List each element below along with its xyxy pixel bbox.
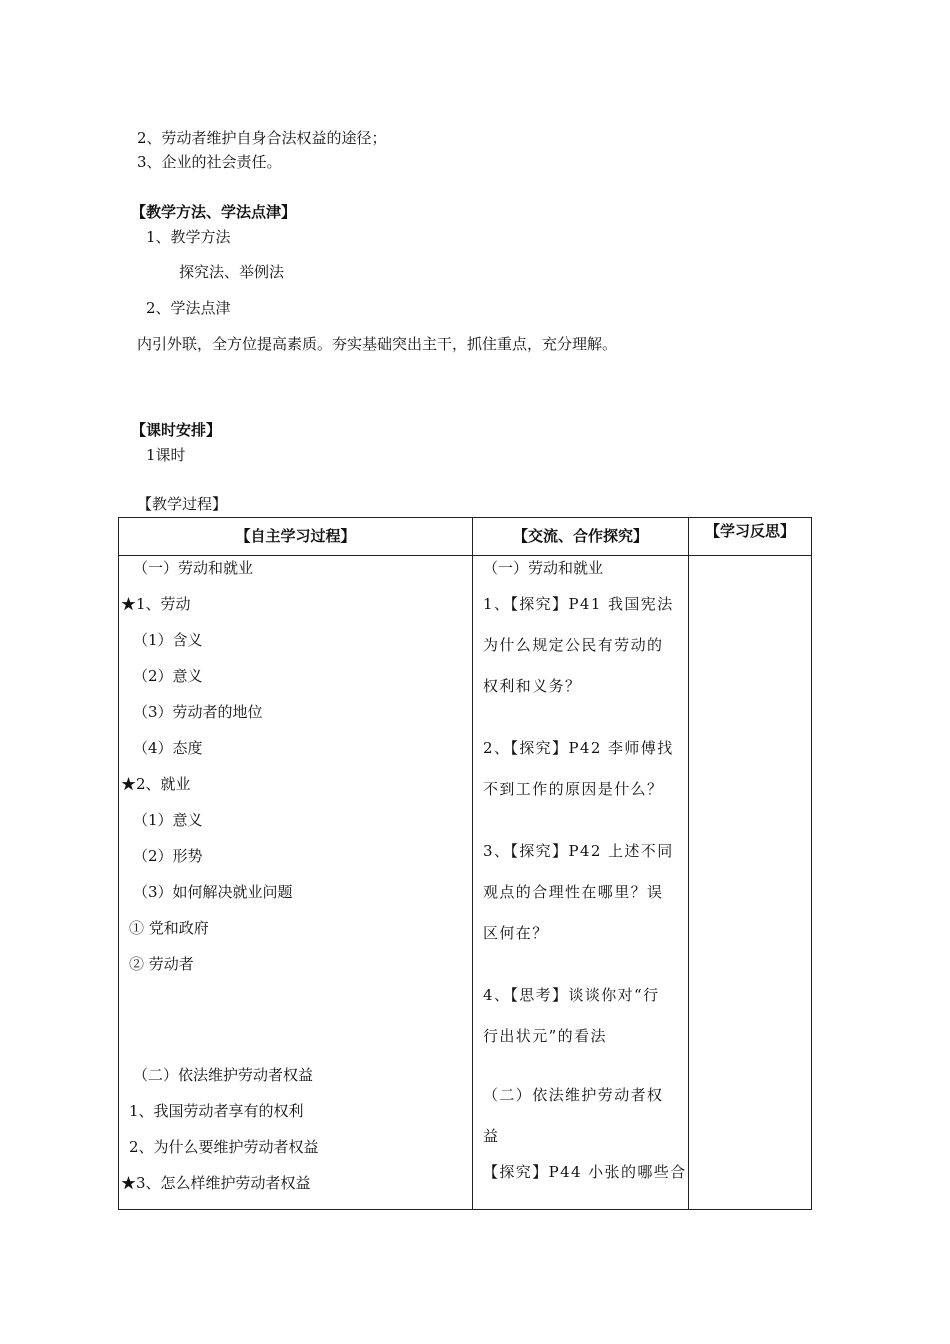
list-item: （1）意义 — [133, 811, 203, 829]
list-item: 益 — [483, 1127, 500, 1145]
list-item: 【探究】P44 小张的哪些合 — [483, 1163, 687, 1181]
list-item: （4）态度 — [133, 739, 203, 757]
list-item: （3）如何解决就业问题 — [133, 883, 293, 901]
list-item: 行出状元”的看法 — [483, 1027, 607, 1045]
process-table — [118, 517, 812, 1210]
method-heading: 【教学方法、学法点津】 — [131, 203, 297, 221]
list-item: （一）劳动和就业 — [133, 559, 254, 577]
intro-line-2: 3、企业的社会责任。 — [137, 153, 282, 171]
list-item: 1、【探究】P41 我国宪法 — [483, 595, 674, 613]
list-item: ② 劳动者 — [129, 955, 194, 973]
list-item: （二）依法维护劳动者权益 — [133, 1066, 314, 1084]
reflection-column — [689, 556, 812, 1210]
spacer — [483, 964, 688, 985]
spacer — [483, 820, 688, 841]
list-item: ★2、就业 — [121, 775, 191, 793]
list-item: 观点的合理性在哪里？误 — [483, 883, 664, 901]
list-item: 区何在？ — [483, 924, 549, 942]
method-item-1-content: 探究法、举例法 — [179, 263, 285, 281]
list-item: 2、【探究】P42 李师傅找 — [483, 739, 674, 757]
list-item: （3）劳动者的地位 — [133, 703, 263, 721]
list-item: 为什么规定公民有劳动的 — [483, 636, 664, 654]
schedule-content: 1课时 — [146, 446, 186, 464]
process-heading: 【教学过程】 — [137, 495, 228, 513]
cooperation-column — [473, 556, 689, 1210]
intro-line-1: 2、劳动者维护自身合法权益的途径； — [137, 129, 387, 147]
list-item: ★3、怎么样维护劳动者权益 — [121, 1174, 311, 1192]
spacer — [483, 1067, 688, 1085]
list-item: 权利和义务？ — [483, 677, 582, 695]
list-item: （一）劳动和就业 — [483, 559, 604, 577]
list-item: 4、【思考】谈谈你对“行 — [483, 986, 660, 1004]
method-item-2: 2、学法点津 — [146, 299, 231, 317]
process-table-body-row — [119, 556, 812, 1210]
list-item: ★1、劳动 — [121, 595, 191, 613]
list-item: （2）形势 — [133, 847, 203, 865]
list-item: （2）意义 — [133, 667, 203, 685]
method-item-1: 1、教学方法 — [146, 228, 231, 246]
method-item-2-content: 内引外联，全方位提高素质。夯实基础突出主干，抓住重点，充分理解。 — [137, 335, 618, 353]
self-study-column — [119, 556, 473, 1210]
list-item: 3、【探究】P42 上述不同 — [483, 842, 674, 860]
header-cooperation: 【交流、合作探究】 — [473, 518, 689, 556]
list-item: ① 党和政府 — [129, 919, 209, 937]
header-reflection: 【学习反思】 — [689, 518, 812, 556]
header-self-study: 【自主学习过程】 — [119, 518, 473, 556]
schedule-heading: 【课时安排】 — [131, 421, 222, 439]
list-item: （二）依法维护劳动者权 — [483, 1086, 664, 1104]
process-table-header-row — [119, 518, 812, 556]
spacer — [483, 717, 688, 738]
list-item: （1）含义 — [133, 631, 203, 649]
list-item: 2、为什么要维护劳动者权益 — [129, 1138, 319, 1156]
list-item: 1、我国劳动者享有的权利 — [129, 1102, 304, 1120]
list-item: 不到工作的原因是什么？ — [483, 780, 664, 798]
